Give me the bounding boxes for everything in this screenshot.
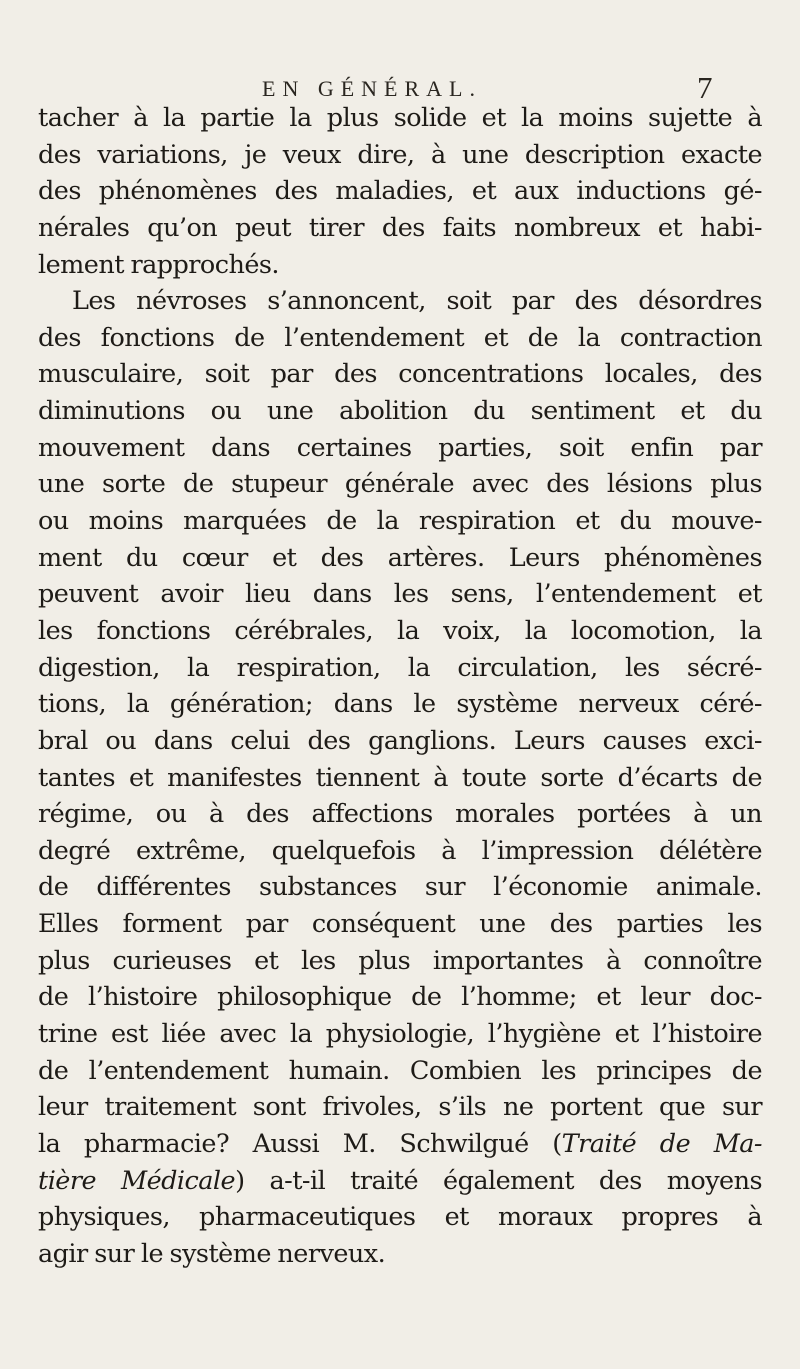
running-head: EN GÉNÉRAL. [262,76,482,101]
body-text [38,100,762,1273]
text-line: ment du cœur et des artères. Leurs phénomènes [38,542,762,573]
text-line: diminutions ou une abolition du sentiment et du [38,396,762,427]
text-line: agir sur le système nerveux. [38,1238,386,1269]
text-line: peuvent avoir lieu dans les sens, l’entendement et [38,579,762,610]
text-line: tions, la génération; dans le système nerveux céré- [38,689,762,720]
text-line: lement rapprochés. [38,249,279,280]
text-line: ou moins marquées de la respiration et du mouve- [38,506,762,537]
text-line: tière Médicale) a-t-il traité également des moyens [38,1165,763,1196]
text-line: une sorte de stupeur générale avec des lésions plus [38,469,762,500]
text-line: de l’entendement humain. Combien les principes de [38,1055,762,1086]
text-line: des variations, je veux dire, à une description exacte [38,139,762,170]
text-line: plus curieuses et les plus importantes à connoître [38,945,762,976]
text-line: trine est liée avec la physiologie, l’hygiène et l’histoire [38,1019,762,1050]
text-line: de l’histoire philosophique de l’homme; et leur doc- [38,982,762,1013]
text-line: leur traitement sont frivoles, s’ils ne portent que sur [38,1092,762,1123]
text-line: Elles forment par conséquent une des parties les [38,909,762,940]
text-line: nérales qu’on peut tirer des faits nombreux et habi- [38,212,762,243]
text-line: bral ou dans celui des ganglions. Leurs causes exci- [38,725,762,756]
text-line: physiques, pharmaceutiques et moraux propres à [38,1202,762,1233]
text-line: des phénomènes des maladies, et aux inductions gé- [38,176,762,207]
text-line: de différentes substances sur l’économie animale. [38,872,762,903]
text-line: mouvement dans certaines parties, soit enfin par [38,432,762,463]
text-line: Les névroses s’annoncent, soit par des désordres [72,286,762,317]
text-line: des fonctions de l’entendement et de la contraction [38,322,762,353]
page-number: 7 [697,70,713,105]
text-line: régime, ou à des affections morales portées à un [38,799,762,830]
text-line: tacher à la partie la plus solide et la moins sujette à [38,103,762,133]
text-line: musculaire, soit par des concentrations locales, des [38,359,762,390]
text-line: degré extrême, quelquefois à l’impression délétère [38,835,762,866]
text-line: tantes et manifestes tiennent à toute sorte d’écarts de [38,762,762,793]
text-line: les fonctions cérébrales, la voix, la locomotion, la [38,615,762,646]
text-line: digestion, la respiration, la circulation, les sécré- [38,652,762,683]
text-line: la pharmacie? Aussi M. Schwilgué (Traité de Ma- [38,1128,762,1159]
